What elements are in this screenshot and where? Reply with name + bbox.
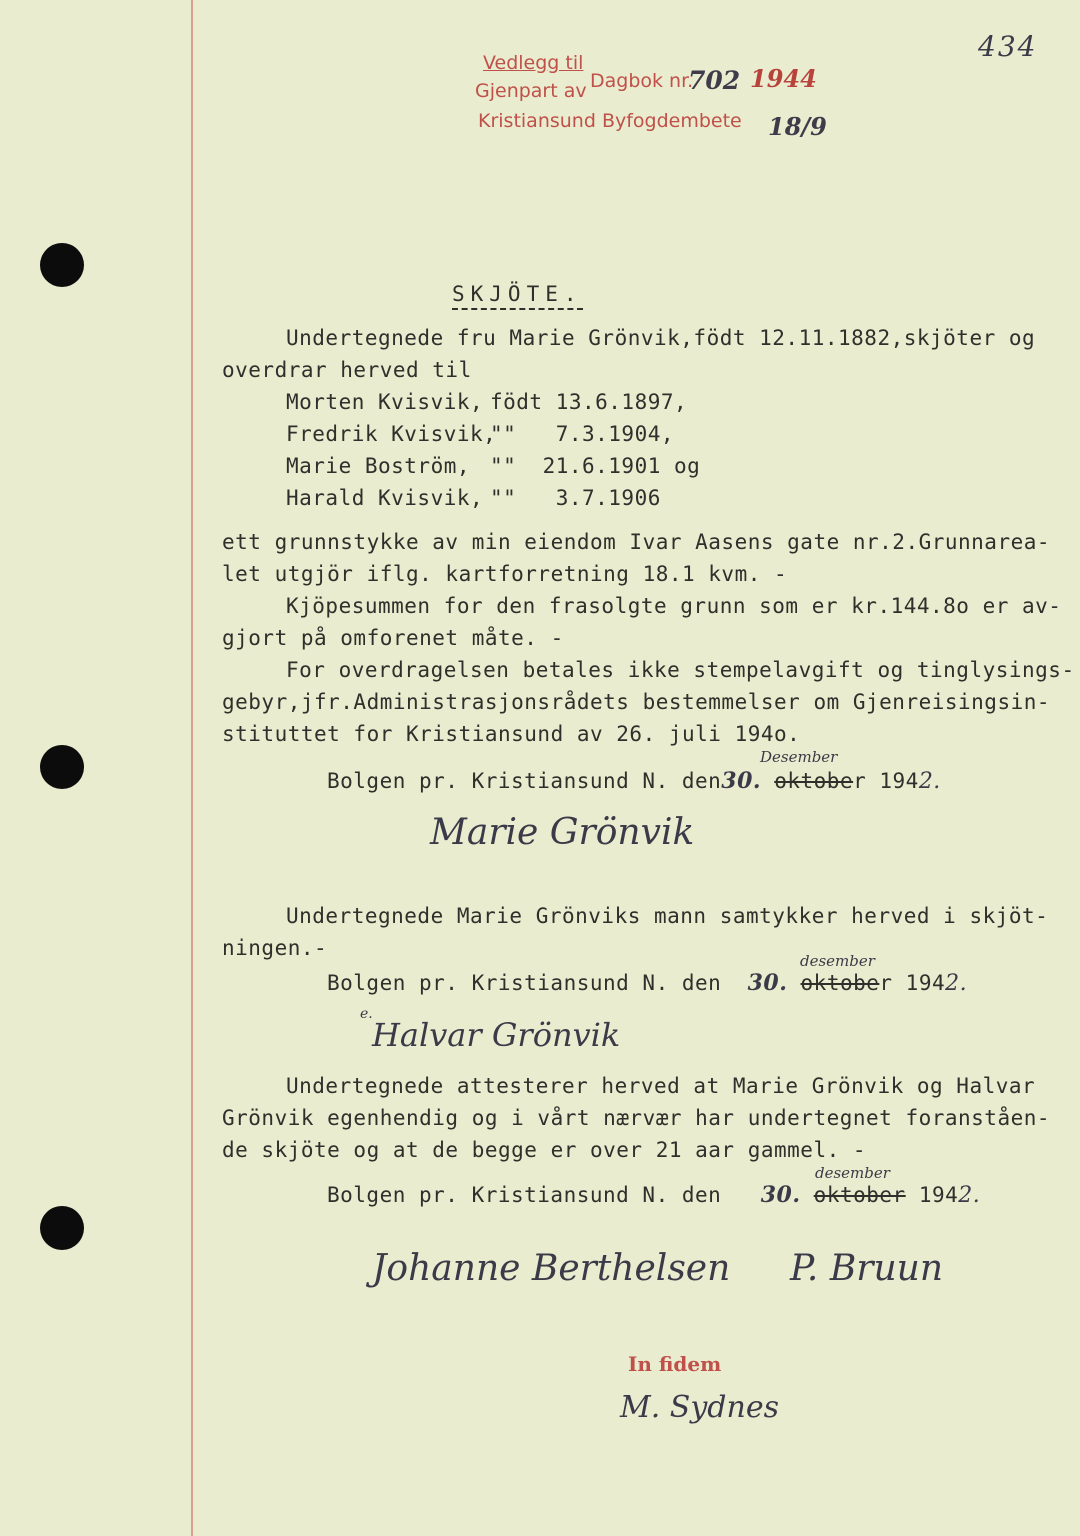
page-number: 434 bbox=[978, 30, 1038, 63]
body-line: let utgjör iflg. kartforretning 18.1 kvm. - bbox=[222, 562, 788, 586]
buyer-name: Harald Kvisvik, bbox=[286, 486, 484, 510]
stamp-date: 18/9 bbox=[768, 112, 827, 141]
buyer-born: födt 13.6.1897, bbox=[490, 390, 688, 414]
signature-witness-2: P. Bruun bbox=[790, 1248, 944, 1289]
body-line: Grönvik egenhendig og i vårt nærvær har undertegnet foranståen- bbox=[222, 1106, 1051, 1130]
margin-line bbox=[191, 0, 193, 1536]
body-line: overdrar herved til bbox=[222, 358, 472, 382]
signature-prefix: e. bbox=[360, 1006, 373, 1022]
body-line: gjort på omforenet måte. - bbox=[222, 626, 564, 650]
buyer-born: "" 21.6.1901 og bbox=[490, 454, 701, 478]
stamp-line-office: Kristiansund Byfogdembete bbox=[478, 110, 742, 132]
punch-hole-top bbox=[40, 243, 84, 287]
dateline-insertion: desember bbox=[815, 1164, 890, 1182]
buyer-name: Morten Kvisvik, bbox=[286, 390, 484, 414]
dateline-text: Bolgen pr. Kristiansund N. den 30. oktober 1942. bbox=[327, 970, 968, 996]
stamp-dagbok-number: 702 bbox=[688, 66, 741, 95]
in-fidem-stamp: In fidem bbox=[628, 1352, 722, 1376]
buyer-name: Marie Boström, bbox=[286, 454, 471, 478]
body-line: Kjöpesummen for den frasolgte grunn som er kr.144.8o er av- bbox=[286, 594, 1062, 618]
dateline-insertion: desember bbox=[800, 952, 875, 970]
dateline-text: Bolgen pr. Kristiansund N. den 30. oktober 1942. bbox=[327, 1182, 981, 1208]
signature-in-fidem: M. Sydnes bbox=[620, 1390, 779, 1425]
stamp-line-gjenpart: Gjenpart av bbox=[475, 80, 587, 102]
body-line: Undertegnede attesterer herved at Marie Grönvik og Halvar bbox=[286, 1074, 1036, 1098]
buyer-born: "" 3.7.1906 bbox=[490, 486, 661, 510]
punch-hole-bottom bbox=[40, 1206, 84, 1250]
dateline-text: Bolgen pr. Kristiansund N. den30. oktober 1942. bbox=[327, 768, 941, 794]
signature-marie-gronvik: Marie Grönvik bbox=[430, 812, 695, 853]
body-line: Undertegnede fru Marie Grönvik,födt 12.11.1882,skjöter og bbox=[286, 326, 1036, 350]
body-line: ett grunnstykke av min eiendom Ivar Aasens gate nr.2.Grunnarea- bbox=[222, 530, 1051, 554]
punch-hole-middle bbox=[40, 745, 84, 789]
signature-halvar-gronvik: Halvar Grönvik bbox=[372, 1016, 621, 1054]
body-line: de skjöte og at de begge er over 21 aar gammel. - bbox=[222, 1138, 867, 1162]
buyer-born: "" 7.3.1904, bbox=[490, 422, 675, 446]
body-line: For overdragelsen betales ikke stempelavgift og tinglysings- bbox=[286, 658, 1075, 682]
body-line: stituttet for Kristiansund av 26. juli 194o. bbox=[222, 722, 801, 746]
stamp-year: 1944 bbox=[750, 64, 817, 93]
body-line: Undertegnede Marie Grönviks mann samtykker herved i skjöt- bbox=[286, 904, 1049, 928]
body-line: ningen.- bbox=[222, 936, 328, 960]
signature-witness-1: Johanne Berthelsen bbox=[372, 1248, 731, 1289]
stamp-line-vedlegg: Vedlegg til bbox=[483, 52, 584, 74]
document-title: SKJÖTE. bbox=[452, 282, 583, 310]
stamp-dagbok-label: Dagbok nr. bbox=[590, 70, 694, 92]
buyer-name: Fredrik Kvisvik, bbox=[286, 422, 497, 446]
dateline-insertion: Desember bbox=[760, 748, 838, 766]
body-line: gebyr,jfr.Administrasjonsrådets bestemmelser om Gjenreisingsin- bbox=[222, 690, 1051, 714]
